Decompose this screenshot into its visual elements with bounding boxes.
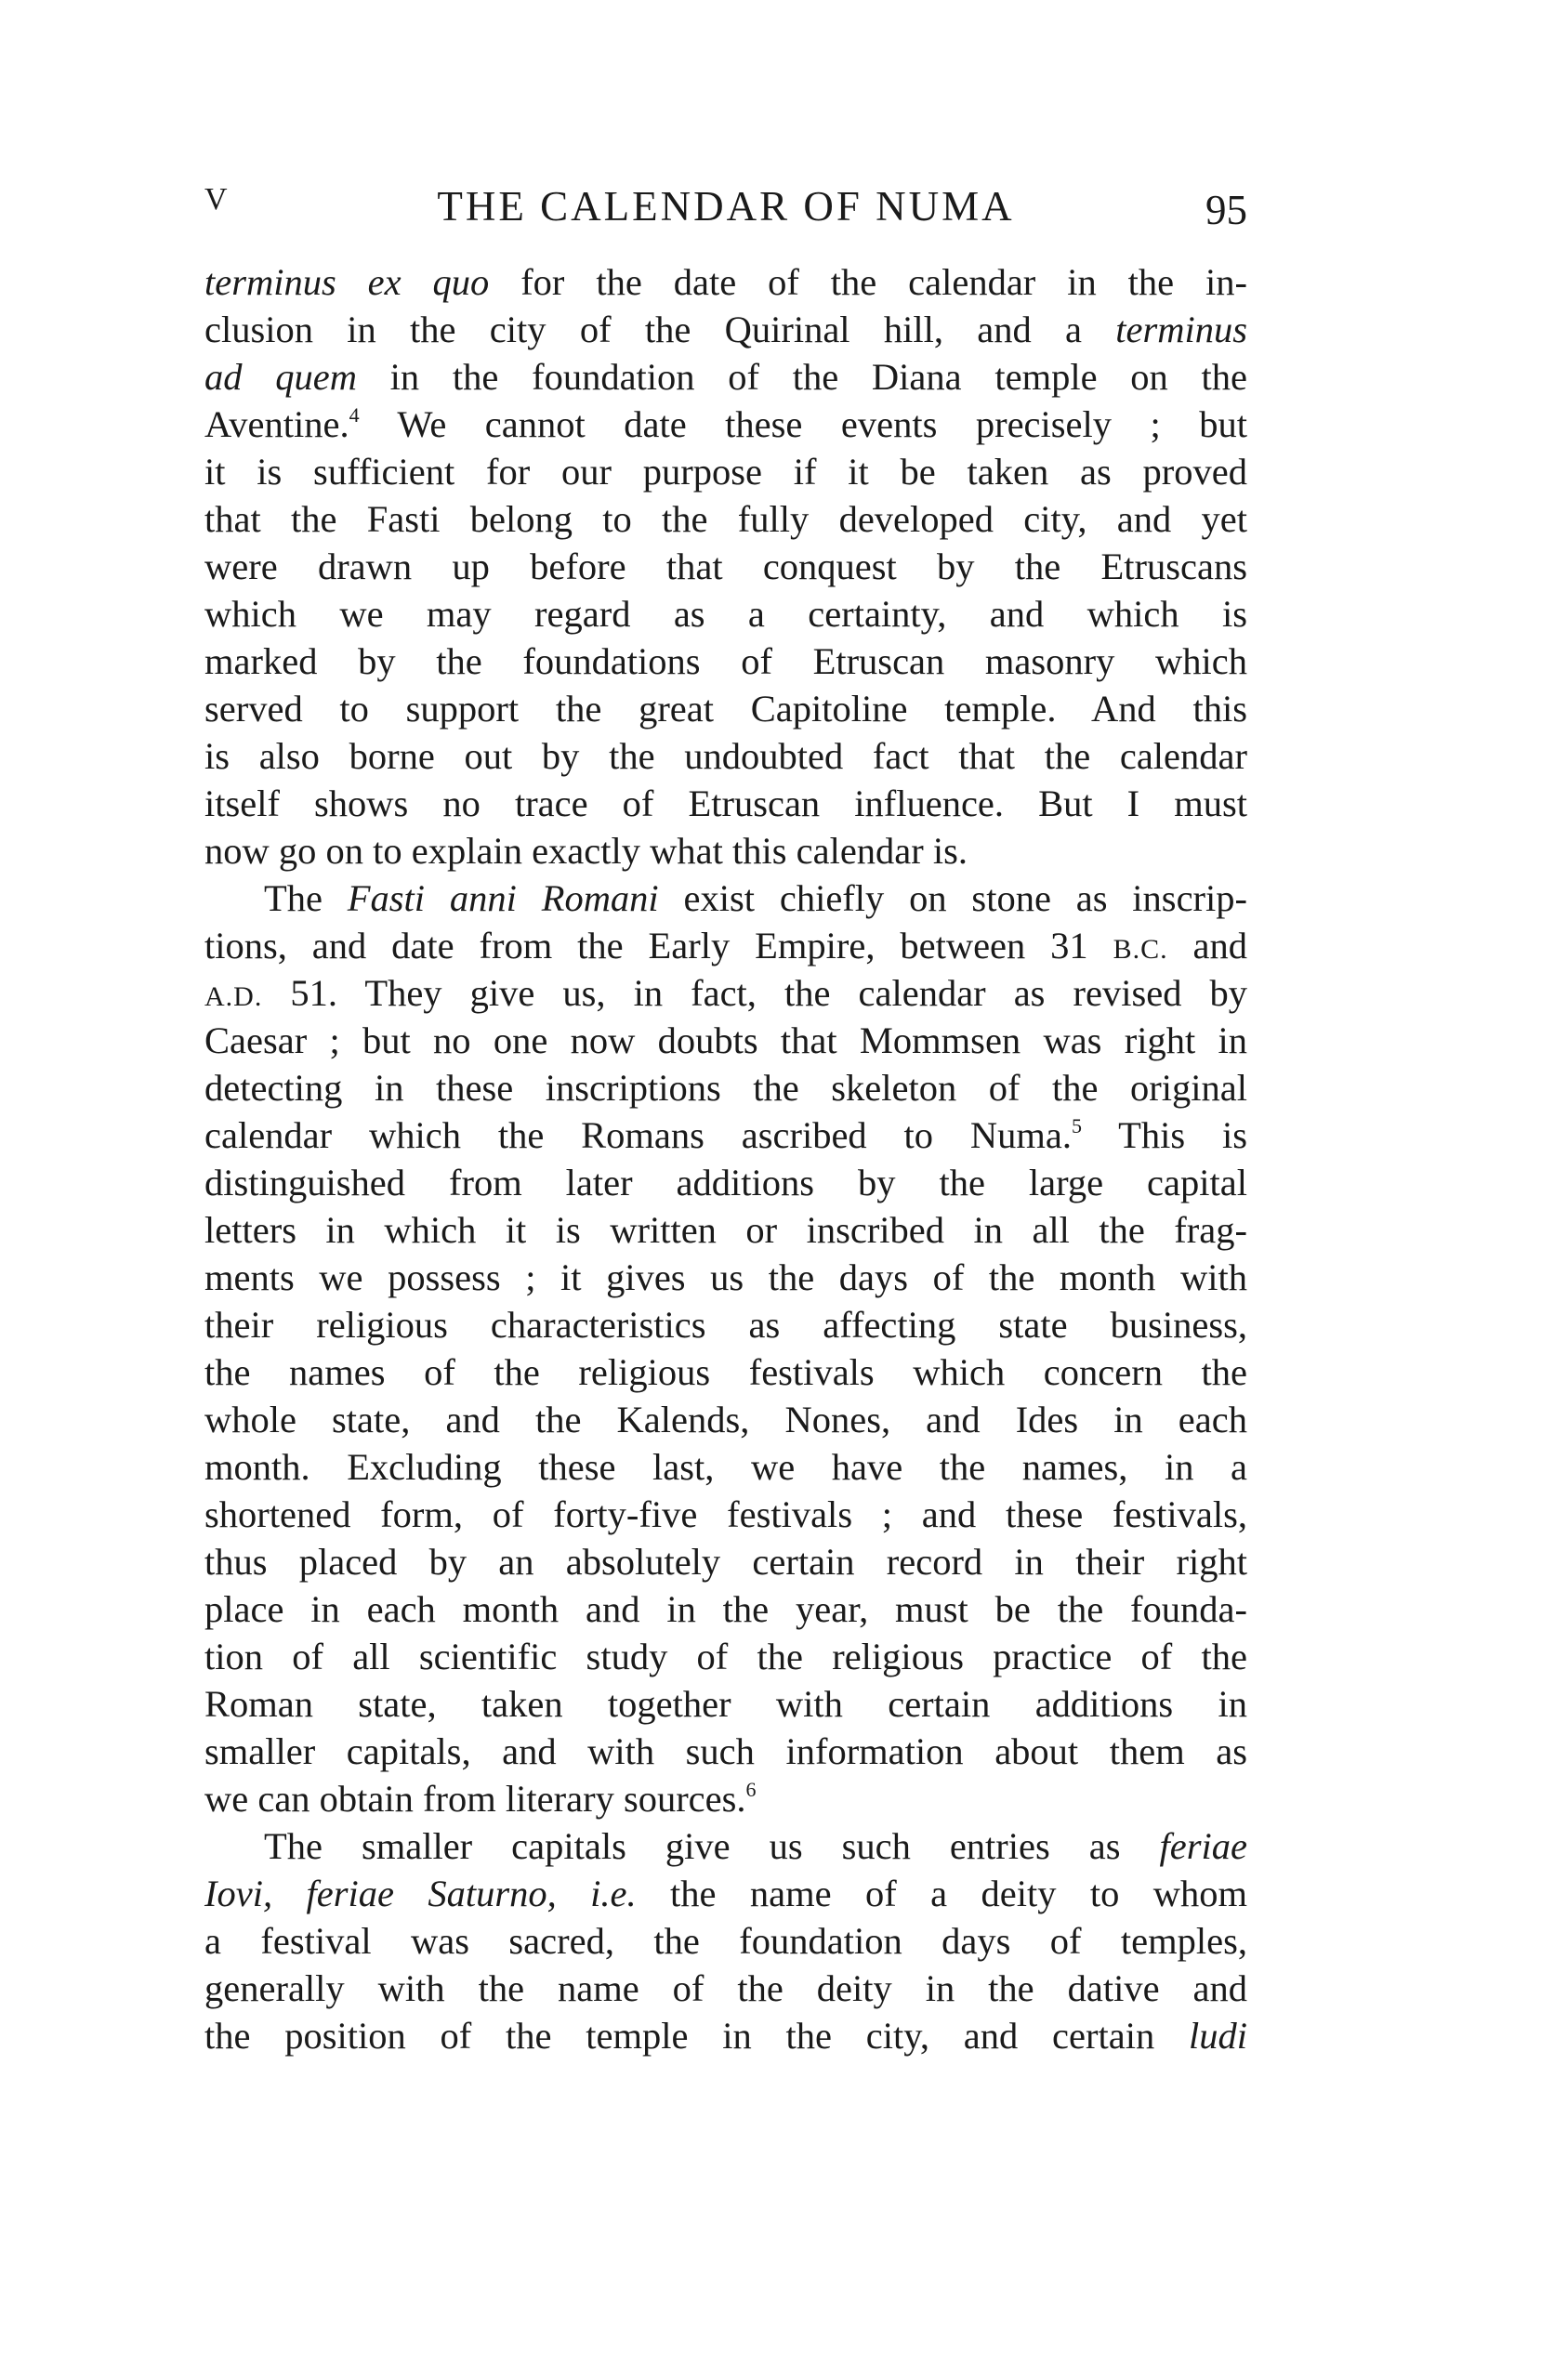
text-line: shortened form, of forty-five festivals ; and these festivals, xyxy=(204,1493,1247,1535)
text-line: terminus ex quo for the date of the calendar in the in- xyxy=(204,261,1247,303)
text-line: Aventine.$^4$ We cannot date these events precisely ; but xyxy=(204,403,1247,445)
text-line: The Fasti anni Romani exist chiefly on stone as inscrip- xyxy=(264,877,1248,919)
text-line: itself shows no trace of Etruscan influence. But I must xyxy=(204,782,1247,824)
text-line: the position of the temple in the city, and certain ludi xyxy=(204,2015,1247,2057)
text-line: we can obtain from literary sources.$^6$ xyxy=(204,1778,757,1820)
footnote-ref: 5 xyxy=(1072,1114,1082,1137)
text-line: A.D. 51. They give us, in fact, the calendar as revised by xyxy=(204,972,1247,1014)
text-line: place in each month and in the year, must be the founda- xyxy=(204,1588,1247,1630)
text-line: month. Excluding these last, we have the names, in a xyxy=(204,1446,1247,1488)
page-number: 95 xyxy=(1205,187,1247,233)
text-line: ad quem in the foundation of the Diana temple on the xyxy=(204,356,1247,398)
chapter-number: V xyxy=(204,182,229,217)
text-line: tion of all scientific study of the religious practice of the xyxy=(204,1636,1247,1677)
text-line: the names of the religious festivals which concern the xyxy=(204,1351,1247,1393)
text-line: Iovi, feriae Saturno, i.e. the name of a deity to whom xyxy=(204,1873,1247,1914)
text-line: marked by the foundations of Etruscan masonry which xyxy=(204,640,1247,682)
text-line: were drawn up before that conquest by the Etruscans xyxy=(204,546,1247,587)
text-line: is also borne out by the undoubted fact that the calendar xyxy=(204,735,1247,777)
text-line: ments we possess ; it gives us the days of the month with xyxy=(204,1256,1247,1298)
paragraph-2 xyxy=(204,874,1247,1822)
text-line: their religious characteristics as affecting state business, xyxy=(204,1304,1247,1346)
text-line: served to support the great Capitoline temple. And this xyxy=(204,688,1247,730)
text-line: which we may regard as a certainty, and which is xyxy=(204,593,1247,635)
text-line: a festival was sacred, the foundation days of temples, xyxy=(204,1920,1247,1962)
footnote-ref: 6 xyxy=(745,1778,757,1801)
text-line: letters in which it is written or inscribed in all the frag- xyxy=(204,1209,1247,1251)
footnote-ref: 4 xyxy=(349,403,360,427)
text-line: distinguished from later additions by the large capital xyxy=(204,1162,1247,1203)
text-line: calendar which the Romans ascribed to Numa.$^5$ This is xyxy=(204,1114,1247,1156)
text-line: now go on to explain exactly what this calendar is. xyxy=(204,830,968,872)
text-line: it is sufficient for our purpose if it be taken as proved xyxy=(204,451,1247,493)
text-line: whole state, and the Kalends, Nones, and Ides in each xyxy=(204,1399,1247,1440)
running-header xyxy=(204,182,1247,234)
text-line: clusion in the city of the Quirinal hill, and a terminus xyxy=(204,309,1247,350)
text-line: detecting in these inscriptions the skeleton of the original xyxy=(204,1067,1247,1109)
body-text xyxy=(204,258,1247,2059)
text-line: smaller capitals, and with such information about them as xyxy=(204,1730,1247,1772)
text-line: Roman state, taken together with certain additions in xyxy=(204,1683,1247,1725)
paragraph-3 xyxy=(204,1822,1247,2059)
text-line: thus placed by an absolutely certain record in their right xyxy=(204,1541,1247,1583)
text-line: tions, and date from the Early Empire, between 31 B.C. and xyxy=(204,925,1247,966)
text-line: generally with the name of the deity in the dative and xyxy=(204,1967,1247,2009)
text-line: The smaller capitals give us such entries as feriae xyxy=(264,1825,1247,1867)
text-line: Caesar ; but no one now doubts that Mommsen was right in xyxy=(204,1019,1247,1061)
text-line: that the Fasti belong to the fully developed city, and yet xyxy=(204,498,1247,540)
running-title: THE CALENDAR OF NUMA xyxy=(437,183,1015,230)
paragraph-1 xyxy=(204,258,1247,874)
